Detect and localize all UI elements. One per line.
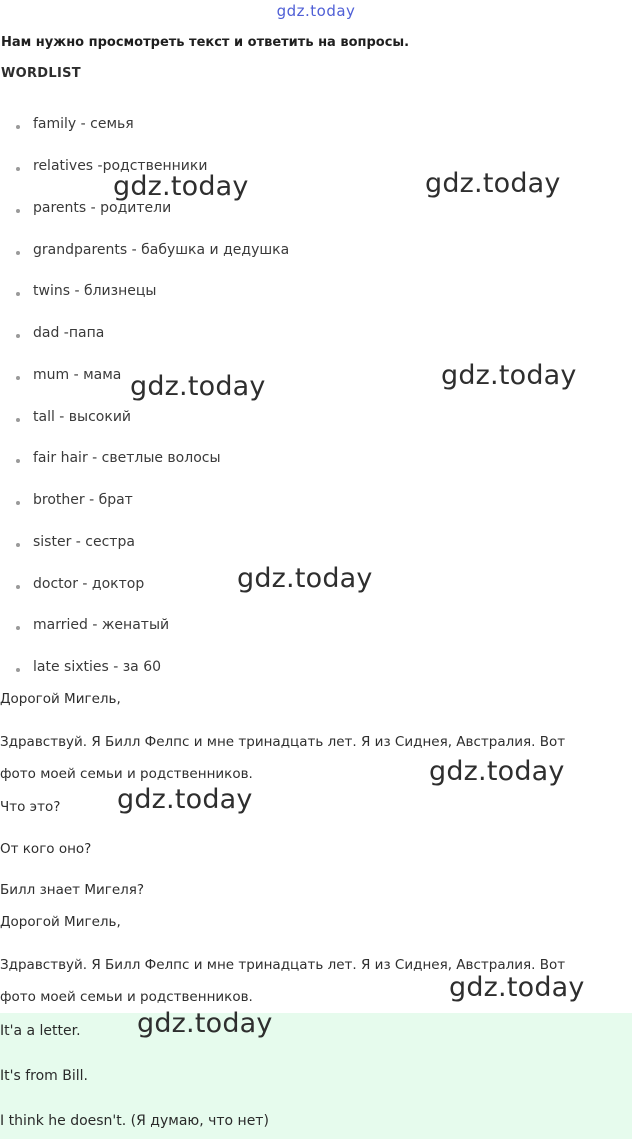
site-logo[interactable]: gdz.today bbox=[276, 2, 356, 20]
bullet-icon bbox=[16, 543, 20, 547]
wordlist-item: married - женатый bbox=[33, 617, 170, 633]
question: От кого оно? bbox=[0, 841, 92, 857]
wordlist-item: twins - близнецы bbox=[33, 283, 157, 299]
bullet-icon bbox=[16, 209, 20, 213]
wordlist-item: late sixties - за 60 bbox=[33, 659, 162, 675]
wordlist-item: relatives -родственники bbox=[33, 158, 208, 174]
answer: I think he doesn't. (Я думаю, что нет) bbox=[0, 1113, 269, 1129]
answer: It'a a letter. bbox=[0, 1023, 81, 1039]
bullet-icon bbox=[16, 585, 20, 589]
watermark: gdz.today bbox=[449, 972, 585, 1003]
watermark: gdz.today bbox=[113, 171, 249, 202]
bullet-icon bbox=[16, 125, 20, 129]
bullet-icon bbox=[16, 459, 20, 463]
wordlist-item: mum - мама bbox=[33, 367, 122, 383]
letter-text-line: фото моей семьи и родственников. bbox=[0, 766, 253, 782]
bullet-icon bbox=[16, 251, 20, 255]
bullet-icon bbox=[16, 626, 20, 630]
watermark: gdz.today bbox=[429, 756, 565, 787]
question: Что это? bbox=[0, 799, 61, 815]
wordlist-item: doctor - доктор bbox=[33, 576, 145, 592]
wordlist-item: grandparents - бабушка и дедушка bbox=[33, 242, 290, 258]
watermark: gdz.today bbox=[425, 168, 561, 199]
bullet-icon bbox=[16, 167, 20, 171]
wordlist-item: sister - сестра bbox=[33, 534, 135, 550]
bullet-icon bbox=[16, 418, 20, 422]
wordlist-item: dad -папа bbox=[33, 325, 105, 341]
letter-greeting: Дорогой Мигель, bbox=[0, 914, 121, 930]
watermark: gdz.today bbox=[441, 360, 577, 391]
watermark: gdz.today bbox=[137, 1008, 273, 1039]
task-heading: Нам нужно просмотреть текст и ответить на вопросы. bbox=[1, 35, 410, 50]
bullet-icon bbox=[16, 501, 20, 505]
bullet-icon bbox=[16, 376, 20, 380]
wordlist-item: fair hair - светлые волосы bbox=[33, 450, 221, 466]
wordlist-item: family - семья bbox=[33, 116, 134, 132]
question: Билл знает Мигеля? bbox=[0, 882, 145, 898]
letter-greeting: Дорогой Мигель, bbox=[0, 691, 121, 707]
wordlist-item: tall - высокий bbox=[33, 409, 132, 425]
wordlist-item: parents - родители bbox=[33, 200, 172, 216]
bullet-icon bbox=[16, 334, 20, 338]
watermark: gdz.today bbox=[117, 784, 253, 815]
watermark: gdz.today bbox=[237, 563, 373, 594]
bullet-icon bbox=[16, 292, 20, 296]
letter-text-line: Здравствуй. Я Билл Фелпс и мне тринадцать лет. Я из Сиднея, Австралия. Вот bbox=[0, 734, 566, 750]
watermark: gdz.today bbox=[130, 371, 266, 402]
wordlist-title: WORDLIST bbox=[1, 66, 81, 81]
letter-text-line: Здравствуй. Я Билл Фелпс и мне тринадцать лет. Я из Сиднея, Австралия. Вот bbox=[0, 957, 566, 973]
answer: It's from Bill. bbox=[0, 1068, 88, 1084]
wordlist-item: brother - брат bbox=[33, 492, 133, 508]
letter-text-line: фото моей семьи и родственников. bbox=[0, 989, 253, 1005]
bullet-icon bbox=[16, 668, 20, 672]
